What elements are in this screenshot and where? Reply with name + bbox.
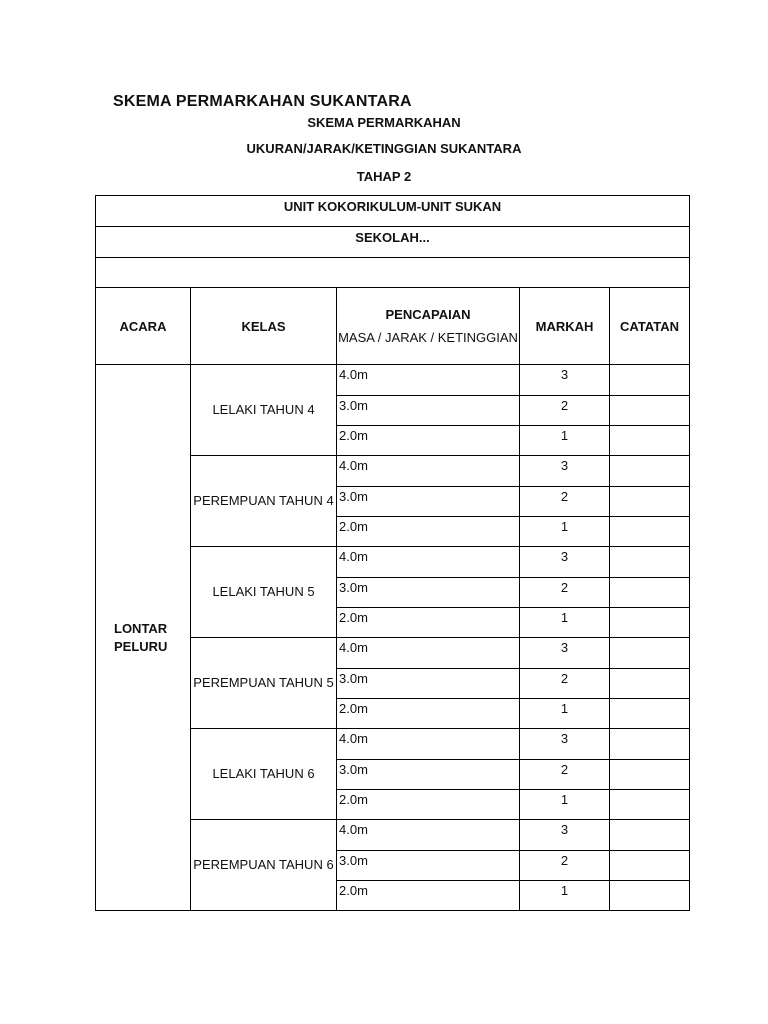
document-title: SKEMA PERMARKAHAN SUKANTARA bbox=[113, 93, 412, 110]
kelas-cell: PEREMPUAN TAHUN 5 bbox=[191, 638, 337, 729]
subtitle-level: TAHAP 2 bbox=[356, 169, 412, 184]
mark-cell: 2 bbox=[520, 578, 610, 608]
kelas-cell: LELAKI TAHUN 5 bbox=[191, 547, 337, 638]
note-cell bbox=[610, 456, 690, 487]
achievement-cell: 4.0m bbox=[337, 547, 520, 578]
note-cell bbox=[610, 790, 690, 820]
achievement-cell: 3.0m bbox=[337, 760, 520, 790]
achievement-cell: 4.0m bbox=[337, 638, 520, 669]
unit-row: UNIT KOKORIKULUM-UNIT SUKAN bbox=[96, 196, 690, 227]
achievement-cell: 4.0m bbox=[337, 456, 520, 487]
achievement-cell: 2.0m bbox=[337, 426, 520, 456]
mark-cell: 3 bbox=[520, 638, 610, 669]
achievement-cell: 3.0m bbox=[337, 851, 520, 881]
note-cell bbox=[610, 426, 690, 456]
mark-cell: 1 bbox=[520, 426, 610, 456]
note-cell bbox=[610, 881, 690, 911]
mark-cell: 3 bbox=[520, 456, 610, 487]
scoring-table bbox=[95, 195, 690, 911]
note-cell bbox=[610, 547, 690, 578]
note-cell bbox=[610, 365, 690, 396]
note-cell bbox=[610, 578, 690, 608]
header-markah: MARKAH bbox=[520, 288, 610, 365]
note-cell bbox=[610, 638, 690, 669]
achievement-cell: 2.0m bbox=[337, 790, 520, 820]
mark-cell: 3 bbox=[520, 365, 610, 396]
note-cell bbox=[610, 760, 690, 790]
kelas-cell: LELAKI TAHUN 6 bbox=[191, 729, 337, 820]
mark-cell: 2 bbox=[520, 396, 610, 426]
mark-cell: 3 bbox=[520, 820, 610, 851]
note-cell bbox=[610, 487, 690, 517]
mark-cell: 1 bbox=[520, 881, 610, 911]
achievement-cell: 2.0m bbox=[337, 517, 520, 547]
achievement-cell: 2.0m bbox=[337, 699, 520, 729]
note-cell bbox=[610, 729, 690, 760]
kelas-cell: PEREMPUAN TAHUN 6 bbox=[191, 820, 337, 911]
note-cell bbox=[610, 820, 690, 851]
header-acara: ACARA bbox=[96, 288, 191, 365]
event-cell: LONTAR PELURU bbox=[96, 365, 191, 911]
note-cell bbox=[610, 608, 690, 638]
achievement-cell: 3.0m bbox=[337, 669, 520, 699]
note-cell bbox=[610, 699, 690, 729]
note-cell bbox=[610, 396, 690, 426]
note-cell bbox=[610, 669, 690, 699]
mark-cell: 1 bbox=[520, 790, 610, 820]
achievement-cell: 3.0m bbox=[337, 578, 520, 608]
school-row: SEKOLAH... bbox=[96, 227, 690, 258]
achievement-cell: 3.0m bbox=[337, 396, 520, 426]
mark-cell: 1 bbox=[520, 608, 610, 638]
table-row bbox=[96, 365, 690, 396]
achievement-cell: 4.0m bbox=[337, 820, 520, 851]
subtitle-measurement: UKURAN/JARAK/KETINGGIAN SUKANTARA bbox=[246, 141, 522, 156]
header-kelas: KELAS bbox=[191, 288, 337, 365]
header-pencapaian-title: PENCAPAIAN bbox=[385, 306, 471, 322]
mark-cell: 2 bbox=[520, 851, 610, 881]
subtitle-scheme: SKEMA PERMARKAHAN bbox=[307, 115, 461, 130]
mark-cell: 1 bbox=[520, 517, 610, 547]
achievement-cell: 4.0m bbox=[337, 729, 520, 760]
note-cell bbox=[610, 851, 690, 881]
achievement-cell: 4.0m bbox=[337, 365, 520, 396]
header-pencapaian bbox=[337, 288, 520, 365]
mark-cell: 3 bbox=[520, 547, 610, 578]
mark-cell: 2 bbox=[520, 669, 610, 699]
mark-cell: 2 bbox=[520, 760, 610, 790]
blank-row bbox=[96, 258, 690, 288]
achievement-cell: 3.0m bbox=[337, 487, 520, 517]
kelas-cell: PEREMPUAN TAHUN 4 bbox=[191, 456, 337, 547]
kelas-cell: LELAKI TAHUN 4 bbox=[191, 365, 337, 456]
mark-cell: 1 bbox=[520, 699, 610, 729]
note-cell bbox=[610, 517, 690, 547]
header-catatan: CATATAN bbox=[610, 288, 690, 365]
achievement-cell: 2.0m bbox=[337, 881, 520, 911]
achievement-cell: 2.0m bbox=[337, 608, 520, 638]
mark-cell: 2 bbox=[520, 487, 610, 517]
header-pencapaian-sub: MASA / JARAK / KETINGGIAN bbox=[338, 329, 518, 345]
mark-cell: 3 bbox=[520, 729, 610, 760]
